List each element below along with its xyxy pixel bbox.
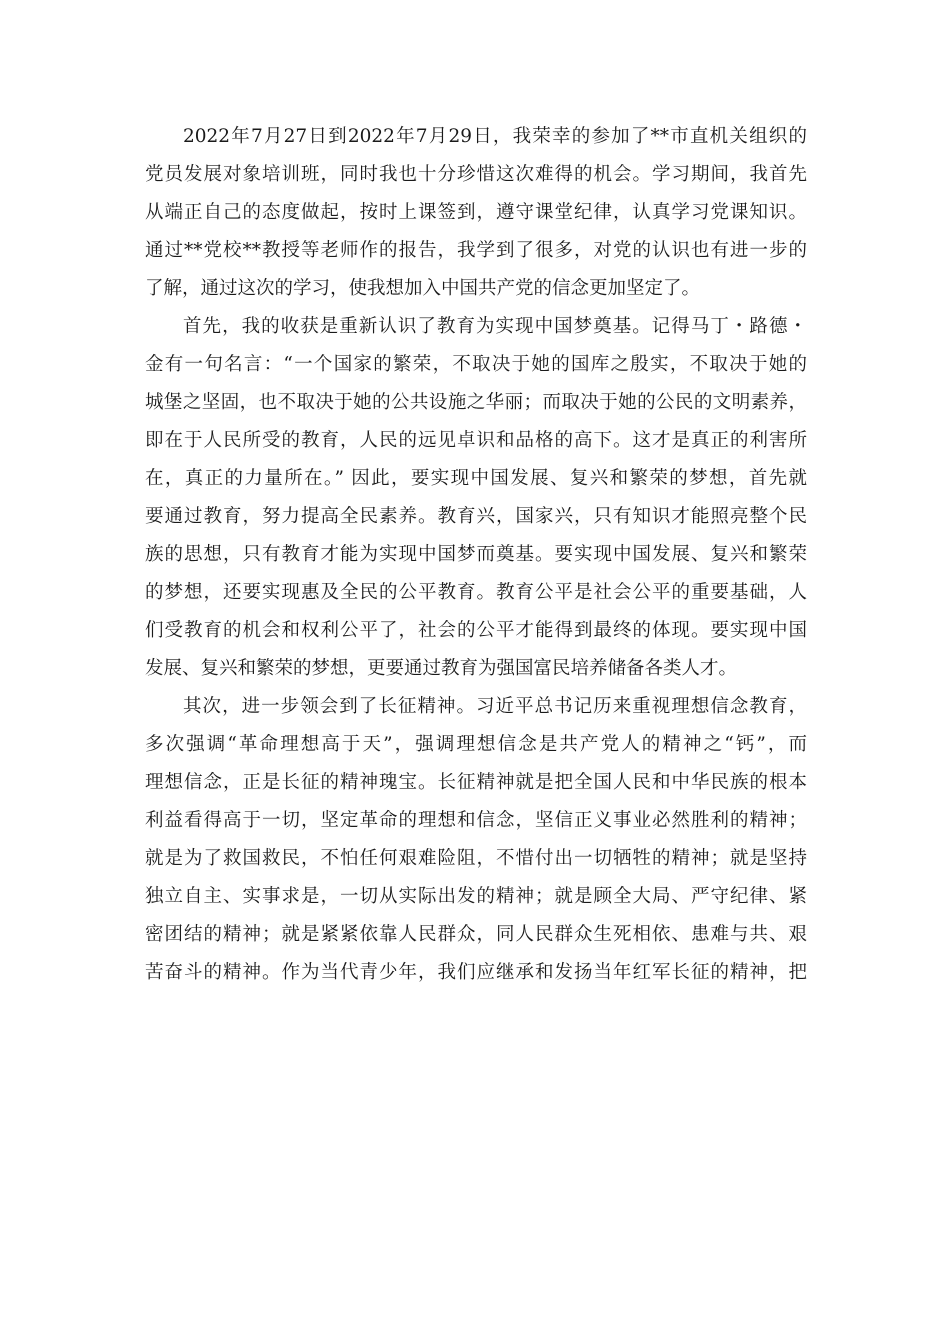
text-line: 们受教育的机会和权利公平了，社会的公平才能得到最终的体现。要实现中国	[145, 620, 807, 641]
text-line: 其次，进一步领会到了长征精神。习近平总书记历来重视理想信念教育，	[183, 696, 807, 717]
paragraph-3	[145, 688, 807, 992]
text-line: 族的思想，只有教育才能为实现中国梦而奠基。要实现中国发展、复兴和繁荣	[145, 544, 807, 565]
text-line: 苦奋斗的精神。作为当代青少年，我们应继承和发扬当年红军长征的精神，把	[145, 962, 807, 983]
text-line: 金有一句名言：“一个国家的繁荣，不取决于她的国库之殷实，不取决于她的	[145, 354, 807, 375]
text-line: 即在于人民所受的教育，人民的远见卓识和品格的高下。这才是真正的利害所	[145, 430, 807, 451]
text-line: 通过**党校**教授等老师作的报告，我学到了很多，对党的认识也有进一步的	[145, 240, 807, 261]
text-line: 发展、复兴和繁荣的梦想，更要通过教育为强国富民培养储备各类人才。	[145, 658, 738, 679]
text-line: 理想信念，正是长征的精神瑰宝。长征精神就是把全国人民和中华民族的根本	[145, 772, 807, 793]
text-line: 利益看得高于一切，坚定革命的理想和信念，坚信正义事业必然胜利的精神；	[145, 810, 807, 831]
paragraph-2	[145, 308, 807, 688]
text-line: 了解，通过这次的学习，使我想加入中国共产党的信念更加坚定了。	[145, 278, 701, 299]
text-line: 的梦想，还要实现惠及全民的公平教育。教育公平是社会公平的重要基础，人	[145, 582, 807, 603]
text-line: 城堡之坚固，也不取决于她的公共设施之华丽；而取决于她的公民的文明素养，	[145, 392, 807, 413]
text-line: 首先，我的收获是重新认识了教育为实现中国梦奠基。记得马丁・路德・	[183, 316, 807, 337]
document-body	[145, 118, 807, 992]
text-line: 多次强调“革命理想高于天”，强调理想信念是共产党人的精神之“钙”，而	[145, 734, 807, 755]
text-line: 要通过教育，努力提高全民素养。教育兴，国家兴，只有知识才能照亮整个民	[145, 506, 807, 527]
paragraph-1	[145, 118, 807, 308]
text-line: 独立自主、实事求是，一切从实际出发的精神；就是顾全大局、严守纪律、紧	[145, 886, 807, 907]
text-line: 在，真正的力量所在。” 因此，要实现中国发展、复兴和繁荣的梦想，首先就	[145, 468, 807, 489]
text-line: 从端正自己的态度做起，按时上课签到，遵守课堂纪律，认真学习党课知识。	[145, 202, 807, 223]
text-line: 密团结的精神；就是紧紧依靠人民群众，同人民群众生死相依、患难与共、艰	[145, 924, 807, 945]
text-line: 就是为了救国救民，不怕任何艰难险阻，不惜付出一切牺牲的精神；就是坚持	[145, 848, 807, 869]
text-line: 2022年7月27日到2022年7月29日，我荣幸的参加了**市直机关组织的	[183, 126, 807, 147]
text-line: 党员发展对象培训班，同时我也十分珍惜这次难得的机会。学习期间，我首先	[145, 164, 807, 185]
